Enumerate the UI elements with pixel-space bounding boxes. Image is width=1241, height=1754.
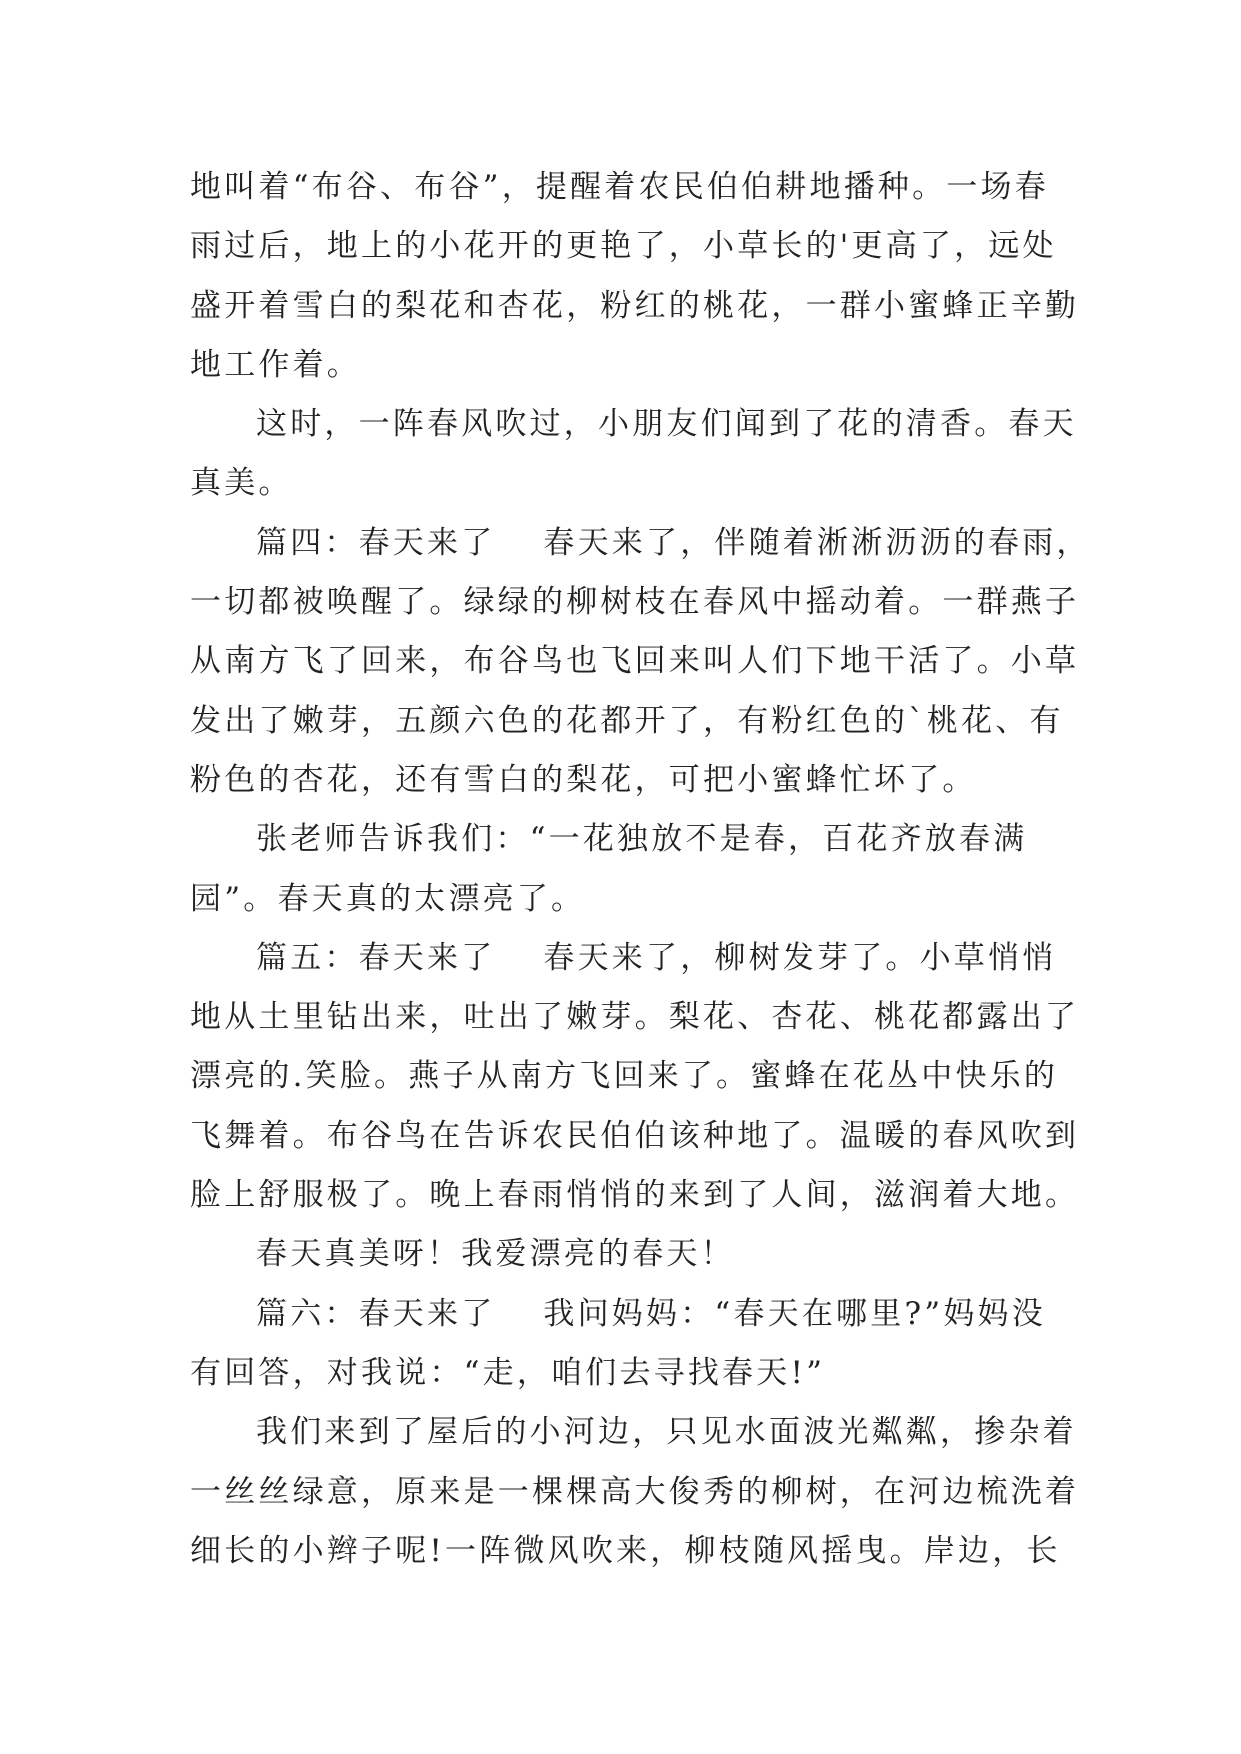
section-heading-line bbox=[190, 514, 1091, 573]
text-line: 我们来到了屋后的小河边，只见水面波光粼粼，掺杂着 bbox=[256, 1414, 1077, 1451]
text-line: 雨过后，地上的小花开的更艳了，小草长的'更高了，远处 bbox=[190, 228, 1057, 265]
text-line: 一丝丝绿意，原来是一棵棵高大俊秀的柳树，在河边梳洗着 bbox=[190, 1473, 1080, 1510]
section-opening-text: 春天来了，柳树发芽了。小草悄悄 bbox=[543, 939, 1057, 976]
essay-text bbox=[190, 158, 1091, 1581]
section-opening-text: 我问妈妈：“春天在哪里?”妈妈没 bbox=[543, 1295, 1046, 1332]
section-opening-text: 春天来了，伴随着淅淅沥沥的春雨， bbox=[543, 524, 1091, 561]
text-line: 地叫着“布谷、布谷”，提醒着农民伯伯耕地播种。一场春 bbox=[190, 169, 1049, 205]
section-title: 篇四：春天来了 bbox=[256, 524, 496, 561]
text-line: 从南方飞了回来，布谷鸟也飞回来叫人们下地干活了。小草 bbox=[190, 643, 1080, 680]
section-heading-line bbox=[190, 929, 1070, 988]
text-line: 地工作着。 bbox=[190, 346, 361, 383]
text-line: 粉色的杏花，还有雪白的梨花，可把小蜜蜂忙坏了。 bbox=[190, 761, 977, 798]
text-line: 飞舞着。布谷鸟在告诉农民伯伯该种地了。温暖的春风吹到 bbox=[190, 1117, 1080, 1154]
text-line: 发出了嫩芽，五颜六色的花都开了，有粉红色的`桃花、有 bbox=[190, 702, 1064, 739]
text-line: 漂亮的.笑脸。燕子从南方飞回来了。蜜蜂在花丛中快乐的 bbox=[190, 1058, 1059, 1095]
text-line: 这时，一阵春风吹过，小朋友们闻到了花的清香。春天 bbox=[256, 406, 1077, 443]
text-line: 一切都被唤醒了。绿绿的柳树枝在春风中摇动着。一群燕子 bbox=[190, 584, 1080, 621]
section-heading-line bbox=[190, 1285, 1070, 1344]
text-line: 盛开着雪白的梨花和杏花，粉红的桃花，一群小蜜蜂正辛勤 bbox=[190, 287, 1080, 324]
text-line: 园”。春天真的太漂亮了。 bbox=[190, 880, 586, 917]
section-title: 篇五：春天来了 bbox=[256, 939, 496, 976]
text-line: 脸上舒服极了。晚上春雨悄悄的来到了人间，滋润着大地。 bbox=[190, 1177, 1080, 1214]
text-line: 春天真美呀！我爱漂亮的春天！ bbox=[256, 1236, 735, 1273]
section-title: 篇六：春天来了 bbox=[256, 1295, 496, 1332]
text-line: 细长的小辫子呢!一阵微风吹来，柳枝随风摇曳。岸边，长 bbox=[190, 1532, 1061, 1569]
text-line: 有回答，对我说：“走，咱们去寻找春天!” bbox=[190, 1354, 826, 1391]
text-line: 张老师告诉我们：“一花独放不是春，百花齐放春满 bbox=[256, 821, 1028, 858]
text-line: 真美。 bbox=[190, 465, 293, 502]
text-line: 地从土里钻出来，吐出了嫩芽。梨花、杏花、桃花都露出了 bbox=[190, 999, 1080, 1036]
